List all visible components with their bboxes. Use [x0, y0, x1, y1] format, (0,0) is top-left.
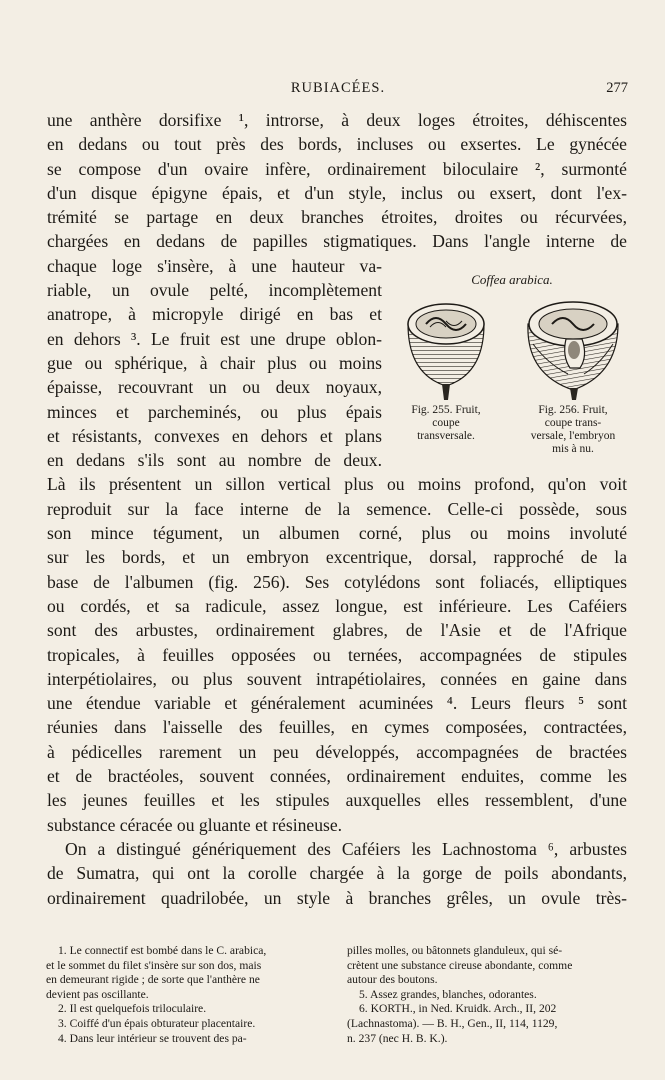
text-line: et de bractéoles, souvent connées, ordinairement enduites, comme les — [47, 766, 627, 787]
text-line: de Sumatra, qui ont la corolle chargée à la gorge de poils abondants, — [47, 863, 627, 884]
fig-label-line: versale, l'embryon — [530, 430, 616, 442]
text-line: en dehors ³. Le fruit est une drupe oblon- — [47, 328, 382, 349]
footnote-line: crètent une substance cireuse abondante, comme — [347, 958, 573, 972]
fig-label-line: Fig. 255. Fruit, — [411, 404, 481, 416]
fig-label-line: Fig. 256. Fruit, — [538, 404, 608, 416]
footnote-line: 5. Assez grandes, blanches, odorantes. — [359, 987, 537, 1001]
footnote-line: 2. Il est quelquefois triloculaire. — [58, 1002, 207, 1016]
text-line: en dedans ou tout près des bords, incluses ou exsertes. Le gynécée — [47, 134, 627, 155]
text-line: riable, un ovule pelté, incomplètement — [47, 280, 382, 301]
figure-255-label — [396, 404, 496, 443]
text-line: sont des arbustes, ordinairement glabres, de l'Asie et de l'Afrique — [47, 620, 627, 641]
text-line: d'un disque épigyne épais, et d'un style, inclus ou exsert, dont l'ex- — [47, 182, 627, 203]
footnote-line: n. 237 (nec H. B. K.). — [347, 1031, 448, 1045]
fig-label-line: mis à nu. — [552, 443, 594, 455]
fig-label-line: coupe trans- — [544, 417, 602, 429]
text-line: substance céracée ou gluante et résineuse. — [47, 814, 343, 835]
footnote-line: 4. Dans leur intérieur se trouvent des pa- — [58, 1031, 247, 1045]
fruit-cross-section-illustration — [396, 294, 496, 402]
footnote-line: 1. Le connectif est bombé dans le C. arabica, — [58, 944, 267, 957]
text-line: gue ou sphérique, à chair plus ou moins — [47, 352, 382, 373]
text-beside-figure — [47, 254, 382, 473]
footnote-line: (Lachnastoma). — B. H., Gen., II, 114, 1129, — [347, 1016, 558, 1030]
page-number: 277 — [606, 80, 628, 96]
figure-coffea — [396, 268, 628, 468]
text-line: les jeunes feuilles et les stipules auxquelles elles ressemblent, d'une — [47, 790, 627, 811]
fig-label-line: transversale. — [417, 430, 475, 442]
text-line: tropicales, à feuilles opposées ou ternées, accompagnées de stipules — [47, 644, 627, 665]
running-title: RUBIACÉES. — [290, 80, 386, 96]
footnote-line: 3. Coiffé d'un épais obturateur placentaire. — [58, 1016, 256, 1030]
figure-256 — [518, 294, 628, 456]
text-line: épaisse, recouvrant un ou deux noyaux, — [47, 377, 382, 398]
footnote-line: devient pas oscillante. — [46, 987, 149, 1001]
text-line: ordinairement quadrilobée, un style à branches grêles, un ovule très- — [47, 887, 627, 908]
footnote-line: en demeurant rigide ; de sorte que l'anthère ne — [46, 973, 260, 987]
text-line: On a distingué génériquement des Caféiers les Lachnostoma ⁶, arbustes — [65, 838, 627, 859]
text-line: chaque loge s'insère, à une hauteur va- — [47, 255, 382, 276]
text-line: reproduit sur la face interne de la semence. Celle-ci possède, sous — [47, 498, 627, 519]
fruit-embryon-illustration — [518, 294, 628, 402]
text-line: Là ils présentent un sillon vertical plus ou moins profond, qu'on voit — [47, 474, 627, 495]
main-text — [47, 108, 627, 910]
text-line: ou cordés, et sa radicule, assez longue, est inférieure. Les Caféiers — [47, 595, 627, 616]
text-line: trémité se partage en deux branches étroites, droites ou récurvées, — [47, 207, 627, 228]
footnote-line: et le sommet du filet s'insère sur son dos, mais — [46, 958, 262, 972]
text-line: base de l'albumen (fig. 256). Ses cotylédons sont foliacés, elliptiques — [47, 571, 627, 592]
figure-255 — [396, 294, 496, 443]
footnote-line: autour des boutons. — [347, 973, 438, 987]
running-header — [48, 78, 628, 102]
text-line: se compose d'un ovaire infère, ordinairement biloculaire ², surmonté — [47, 158, 627, 179]
text-line: en dedans s'ils sont au nombre de deux. — [47, 450, 382, 471]
text-line: anatrope, à micropyle dirigé en bas et — [47, 304, 382, 325]
text-line: interpétiolaires, ou plus souvent intrapétiolaires, connées en gaine dans — [47, 668, 627, 689]
footnote-line: pilles molles, ou bâtonnets glanduleux, qui sé- — [347, 944, 563, 957]
footnotes-right-column — [347, 944, 627, 1046]
text-line: minces et parcheminés, ou plus épais — [47, 401, 382, 422]
text-line: une étendue variable et généralement acuminées ⁴. Leurs fleurs ⁵ sont — [47, 693, 627, 714]
text-line: une anthère dorsifixe ¹, introrse, à deux loges étroites, déhiscentes — [47, 110, 627, 130]
text-line: et résistants, convexes en dehors et plans — [47, 425, 382, 446]
text-line: sur les bords, et un embryon excentrique, dorsal, rapproché de la — [47, 547, 627, 568]
footnotes-left-column — [46, 944, 326, 1046]
figure-species-caption: Coffea arabica. — [471, 272, 553, 287]
text-line: réunies dans l'aisselle des feuilles, en cymes composées, contractées, — [47, 717, 627, 738]
text-line: à pédicelles rarement un peu développés, accompagnées de bractées — [47, 741, 627, 762]
figure-256-label — [518, 404, 628, 456]
footnote-line: 6. KORTH., in Ned. Kruidk. Arch., II, 202 — [359, 1002, 557, 1016]
text-line: son mince tégument, un albumen corné, plus ou moins involuté — [47, 523, 627, 544]
fig-label-line: coupe — [432, 417, 460, 429]
text-line: chargées en dedans de papilles stigmatiques. Dans l'angle interne de — [47, 231, 627, 252]
